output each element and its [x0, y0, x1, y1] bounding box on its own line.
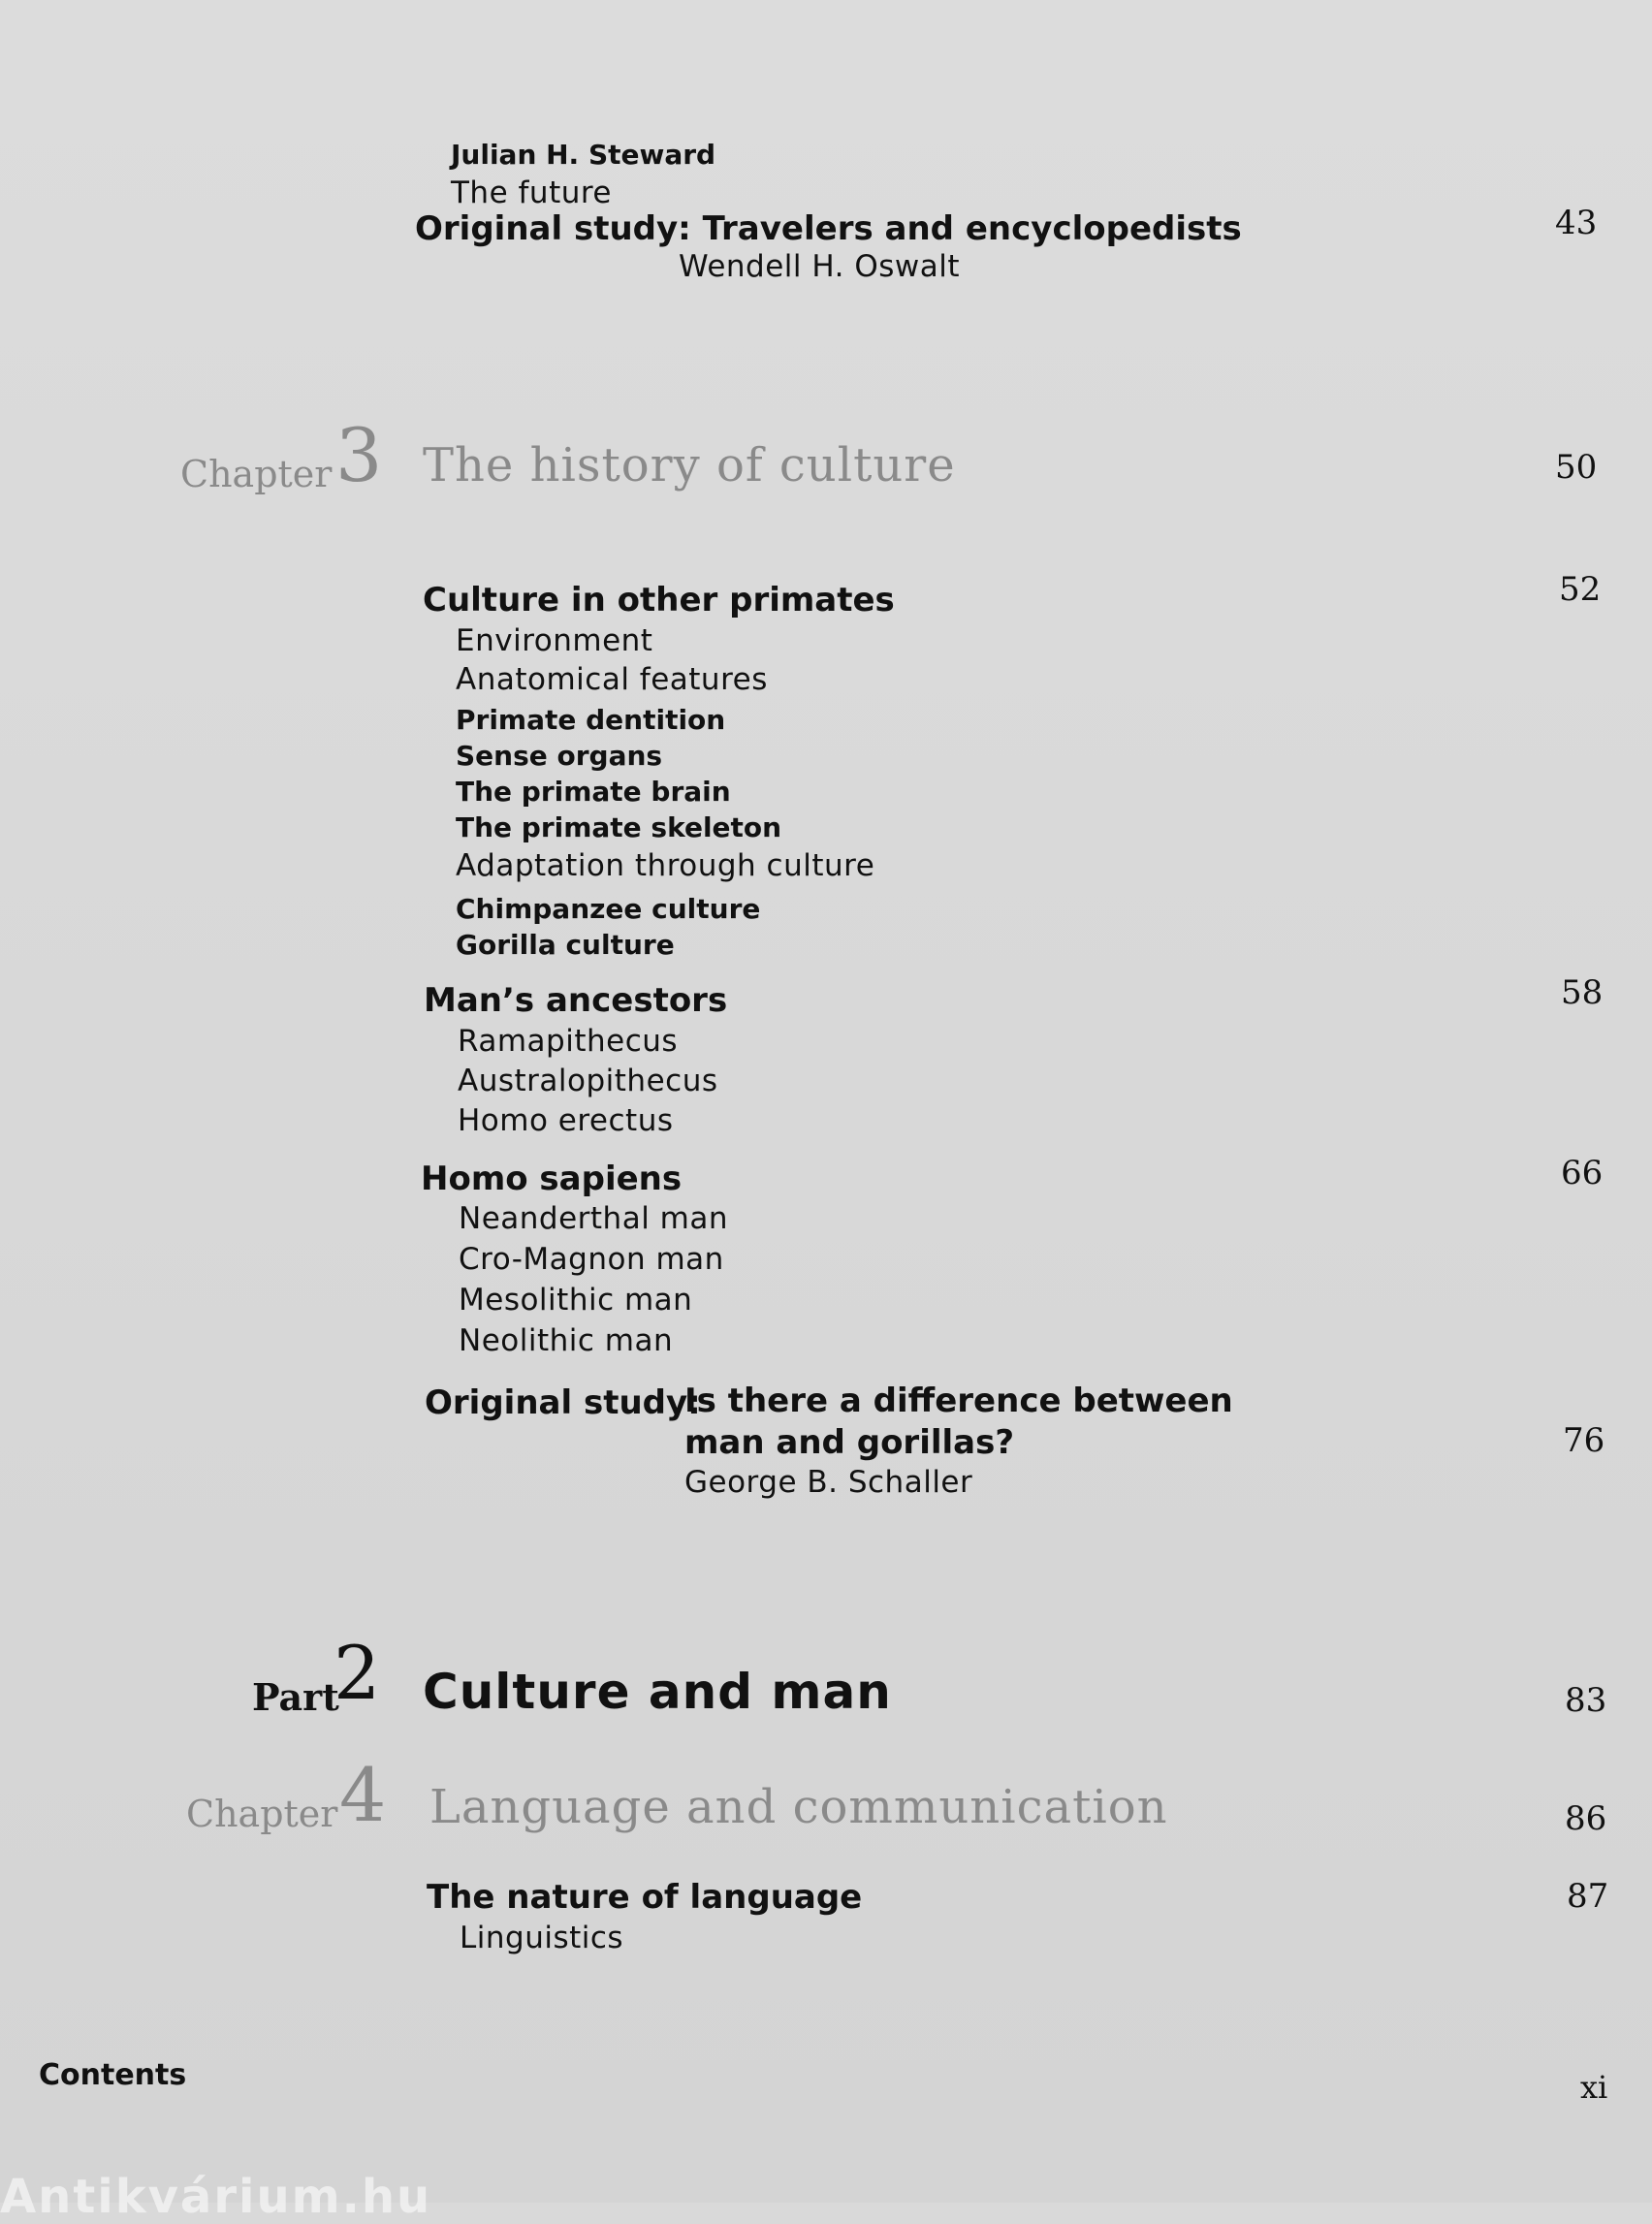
- subsection-neanderthal-man: Neanderthal man: [459, 1201, 729, 1236]
- section-culture-in-other-primates: Culture in other primates: [423, 581, 895, 620]
- subsection-homo-erectus: Homo erectus: [458, 1103, 674, 1138]
- subsection-cro-magnon-man: Cro-Magnon man: [459, 1242, 724, 1277]
- author-julian-steward: Julian H. Steward: [451, 139, 716, 171]
- subsection-sense-organs: Sense organs: [456, 740, 663, 772]
- subsection-anatomical-features: Anatomical features: [456, 662, 768, 697]
- watermark-text: Antikvárium.hu: [0, 2170, 432, 2224]
- subsection-the-future: The future: [451, 175, 613, 210]
- chapter-label: Chapter: [180, 453, 333, 495]
- original-study-travelers: Original study: Travelers and encyclopedists: [415, 209, 1242, 248]
- author-wendell-oswalt: Wendell H. Oswalt: [679, 249, 961, 284]
- page-number: 58: [1561, 973, 1604, 1012]
- subsection-gorilla-culture: Gorilla culture: [456, 929, 675, 961]
- page-number: 43: [1555, 204, 1598, 242]
- original-study-title-line1: Is there a difference between: [684, 1382, 1233, 1420]
- subsection-linguistics: Linguistics: [460, 1921, 624, 1955]
- section-homo-sapiens: Homo sapiens: [421, 1160, 683, 1198]
- chapter-number: 3: [335, 412, 383, 498]
- page-number: 52: [1559, 570, 1602, 609]
- subsection-ramapithecus: Ramapithecus: [458, 1024, 679, 1059]
- author-george-schaller: George B. Schaller: [684, 1465, 973, 1500]
- subsection-mesolithic-man: Mesolithic man: [459, 1283, 693, 1318]
- chapter-title: Language and communication: [429, 1780, 1168, 1834]
- chapter-label: Chapter: [186, 1793, 338, 1835]
- original-study-label: Original study:: [425, 1383, 701, 1422]
- running-footer-contents: Contents: [39, 2058, 187, 2092]
- subsection-adaptation-through-culture: Adaptation through culture: [456, 848, 875, 883]
- chapter-title: The history of culture: [423, 438, 956, 492]
- part-title: Culture and man: [423, 1664, 892, 1720]
- subsection-primate-brain: The primate brain: [456, 776, 731, 808]
- part-label: Part: [252, 1675, 339, 1719]
- subsection-australopithecus: Australopithecus: [458, 1064, 718, 1098]
- section-nature-of-language: The nature of language: [427, 1878, 863, 1917]
- subsection-primate-dentition: Primate dentition: [456, 704, 726, 736]
- page-number: 50: [1555, 448, 1598, 487]
- folio-page-number: xi: [1580, 2069, 1608, 2106]
- original-study-title-line2: man and gorillas?: [684, 1423, 1015, 1462]
- part-number: 2: [334, 1630, 381, 1716]
- subsection-primate-skeleton: The primate skeleton: [456, 811, 782, 843]
- page-number: 87: [1567, 1877, 1609, 1916]
- chapter-number: 4: [339, 1752, 387, 1838]
- subsection-neolithic-man: Neolithic man: [459, 1323, 674, 1358]
- subsection-chimpanzee-culture: Chimpanzee culture: [456, 893, 761, 925]
- section-mans-ancestors: Man’s ancestors: [424, 981, 728, 1020]
- page-number: 76: [1563, 1421, 1605, 1460]
- subsection-environment: Environment: [456, 623, 653, 658]
- page-number: 86: [1565, 1799, 1607, 1838]
- page-number: 66: [1561, 1154, 1604, 1192]
- page-number: 83: [1565, 1681, 1607, 1720]
